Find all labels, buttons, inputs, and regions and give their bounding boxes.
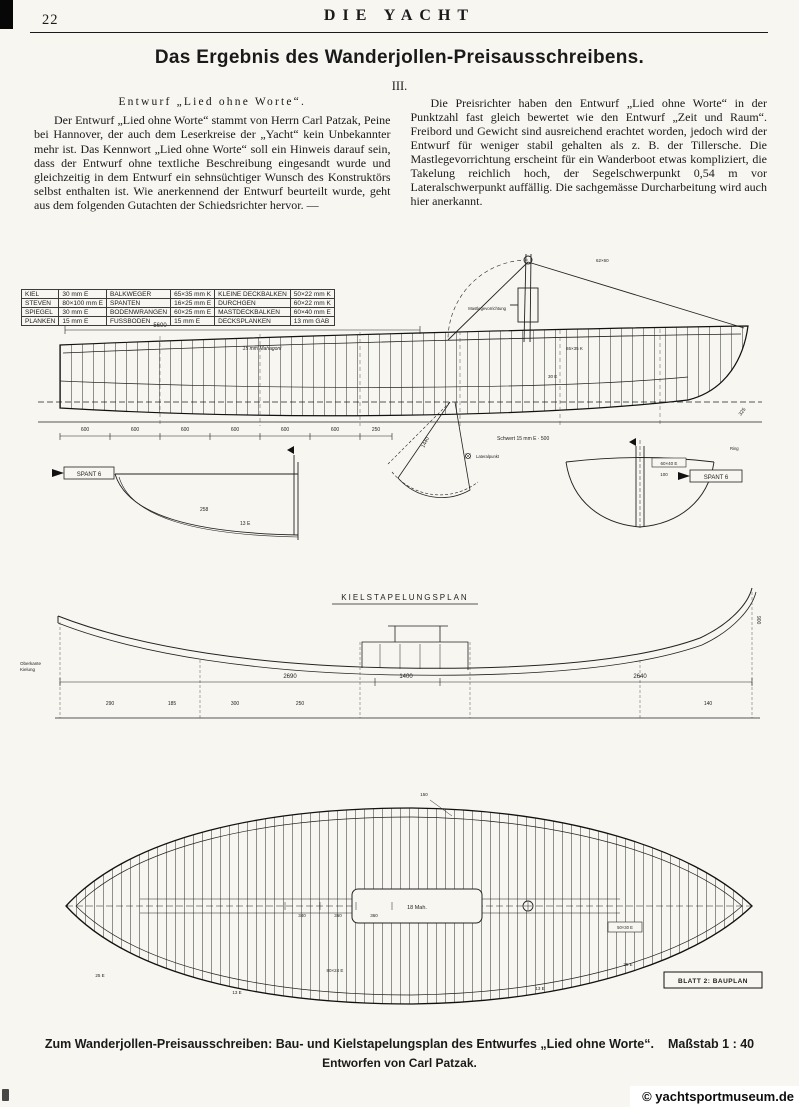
section-numeral: III. [391, 79, 408, 93]
spacing-label: 600 [280, 427, 290, 433]
spec-cell: PLANKEN [22, 317, 59, 326]
edge-dim-label: 25 E [95, 973, 105, 978]
centerboard-depth-label: 1440 [420, 436, 431, 449]
figure-caption-credit: Entworfen von Carl Patzak. [322, 1056, 477, 1070]
spec-cell: 60×22 mm K [290, 299, 334, 308]
masthead-title: DIE YACHT [323, 7, 476, 24]
table-row [22, 299, 335, 308]
spant6-right-dim2: 100 [660, 472, 668, 477]
spec-cell: FUSSBODEN [107, 317, 171, 326]
keel-note-line1: Oberkante [20, 661, 42, 666]
section-spant6-left [52, 446, 298, 540]
spec-cell: 60×40 mm E [290, 308, 334, 317]
edge-dim-label: 25 E [623, 962, 633, 967]
keel-plan-title: KIELSTAPELUNGSPLAN [341, 593, 469, 602]
deck-plan-drawing [0, 786, 799, 1021]
keel-dim-label: 2690 [283, 674, 297, 680]
mast-hole [523, 901, 533, 911]
spec-cell: 15 mm E [59, 317, 107, 326]
spacing-end-label: 250 [371, 427, 381, 433]
table-row [22, 290, 335, 299]
entwurf-heading: Entwurf „Lied ohne Worte“. [118, 96, 307, 108]
clamp-dim-label: 65×35 K [566, 346, 583, 351]
edge-dim-label: 13 E [232, 990, 242, 995]
caption-scale: Maßstab 1 : 40 [667, 1037, 755, 1051]
spec-cell: 65×35 mm K [171, 290, 215, 299]
keel-dim-label: 2640 [633, 674, 647, 680]
keel-note-line2: Kielung [20, 667, 36, 672]
scan-artifact-bottom-left [2, 1089, 9, 1101]
scantling-spec-table [21, 289, 335, 326]
spacing-label: 600 [180, 427, 190, 433]
right-column [411, 96, 768, 212]
section-spant6-right [566, 438, 742, 529]
spec-cell: 80×100 mm E [59, 299, 107, 308]
stem-dim-label: 325 [737, 406, 748, 418]
keel-chain-label: 250 [295, 701, 305, 707]
keel-chain-label: 140 [703, 701, 713, 707]
header-divider [30, 32, 768, 33]
spec-cell: 50×22 mm K [290, 290, 334, 299]
right-column-text: Die Preisrichter haben den Entwurf „Lied ohne Worte“ in der Punktzahl fast gleich bewertet wie den Entwurf „Zeit und Raum“. Freibord und Gewicht sind ausreichend erachtet worden, jedoch wird der Entwurf für weniger stabil gehalten als z. B. der Tillersche. Die Mastlegevorrichtung erscheint für ein Wanderboot etwas kompliziert, die Takelung reichlich hoch, der Segelschwerpunkt 0,54 m vor Lateralschwerpunkt auffällig. Die sachgemässe Durcharbeitung wird auch hier anerkannt. [410, 96, 767, 209]
stem-height-label: 900 [755, 616, 761, 625]
spec-cell: SPANTEN [107, 299, 171, 308]
spacing-label: 600 [330, 427, 340, 433]
spacing-label: 600 [230, 427, 240, 433]
edge-dim-label: 13 E [535, 986, 545, 991]
cockpit-material-label: 18 Mah. [407, 905, 427, 911]
spacing-label: 600 [80, 427, 90, 433]
spant6-left-dim2: 13 E [240, 521, 251, 527]
spacing-label: 600 [130, 427, 140, 433]
overall-length-dimension [65, 326, 420, 334]
mast-note-label: Mastlegevorrichtung [468, 306, 506, 311]
sheet-label: BLATT 2: BAUPLAN [678, 978, 748, 985]
spec-cell: DECKSPLANKEN [215, 317, 291, 326]
article-title: Das Ergebnis des Wanderjollen-Preisausschreibens. [154, 47, 645, 68]
left-column-text: Der Entwurf „Lied ohne Worte“ stammt von Herrn Carl Patzak, Peine bei Hannover, der auch dem Leserkreise der „Yacht“ kein Unbekannter mehr ist. Das Kennwort „Lied ohne Worte“ soll ein Hinweis darauf sein, dass der Entwurf ohne textliche Beschreibung eingesandt wurde und gleichzeitig in dem Entwurf ein sehnsüchtiger Wunsch des Konstruktörs selbst enthalten ist. Wie anerkennend der Entwurf beurteilt wurde, geht aus dem folgenden Gutachten der Schiedsrichter hervor. — [34, 113, 391, 212]
fitting-dim-label: 50×30 E [617, 925, 633, 930]
spec-cell: STEVEN [22, 299, 59, 308]
watermark: © yachtsportmuseum.de [630, 1086, 799, 1107]
mast-dim-label: 62×60 [596, 258, 609, 263]
spant6-left-dim1: 258 [200, 507, 209, 513]
spec-cell: KLEINE DECKBALKEN [215, 290, 291, 299]
spec-cell: 30 mm E [59, 290, 107, 299]
spant6-right-flag-label: SPANT 6 [703, 475, 729, 481]
keel-chain-label: 290 [105, 701, 115, 707]
table-row [22, 317, 335, 326]
spec-cell: DURCHGEN [215, 299, 291, 308]
spant6-right-ring-label: Ring [730, 446, 739, 451]
table-row [22, 308, 335, 317]
spec-cell: BODENWRANGEN [107, 308, 171, 317]
left-column [34, 96, 391, 212]
keel-dim-label: 1400 [399, 674, 413, 680]
spec-cell: 16×25 mm E [171, 299, 215, 308]
keel-station-lines [60, 592, 752, 718]
page-number: 22 [42, 12, 59, 28]
article-body [34, 96, 767, 212]
spec-cell: 15 mm E [171, 317, 215, 326]
spec-cell: 60×25 mm E [171, 308, 215, 317]
keel-chain-label: 300 [230, 701, 240, 707]
spec-cell: SPIEGEL [22, 308, 59, 317]
keel-chain-label: 185 [167, 701, 177, 707]
center-dim-label: 340 [298, 913, 306, 918]
figure-caption [0, 1037, 799, 1051]
spant6-left-flag-label: SPANT 6 [76, 472, 102, 478]
center-dim-label: 360 [334, 913, 342, 918]
centerboard [388, 402, 478, 498]
spec-cell: 30 mm E [59, 308, 107, 317]
spant6-right-dim1: 60×40 E [660, 461, 678, 466]
bow-dim-label: 150 [420, 792, 428, 797]
station-spacing-chain [60, 433, 392, 440]
spec-cell: BALKWEGER [107, 290, 171, 299]
overall-length-label: 5600 [153, 323, 167, 329]
keel-plan-drawing [0, 586, 799, 761]
edge-dim-label: 80×24 E [326, 968, 344, 973]
spec-cell: MASTDECKBALKEN [215, 308, 291, 317]
spec-cell: KIEL [22, 290, 59, 299]
plank-dim-label: 30 E [548, 374, 558, 379]
center-dim-label: 360 [370, 913, 378, 918]
lateral-point-label: Lateralpunkt [476, 454, 500, 459]
centerboard-label: Schwert 15 mm E · 500 [497, 436, 550, 442]
deck-material-label: 15 mm Mahagoni [242, 346, 282, 352]
caption-text: Zum Wanderjollen-Preisausschreiben: Bau- und Kielstapelungsplan des Entwurfes „Lied ohne Worte“. [44, 1037, 654, 1051]
spec-cell: 13 mm GAB [290, 317, 334, 326]
